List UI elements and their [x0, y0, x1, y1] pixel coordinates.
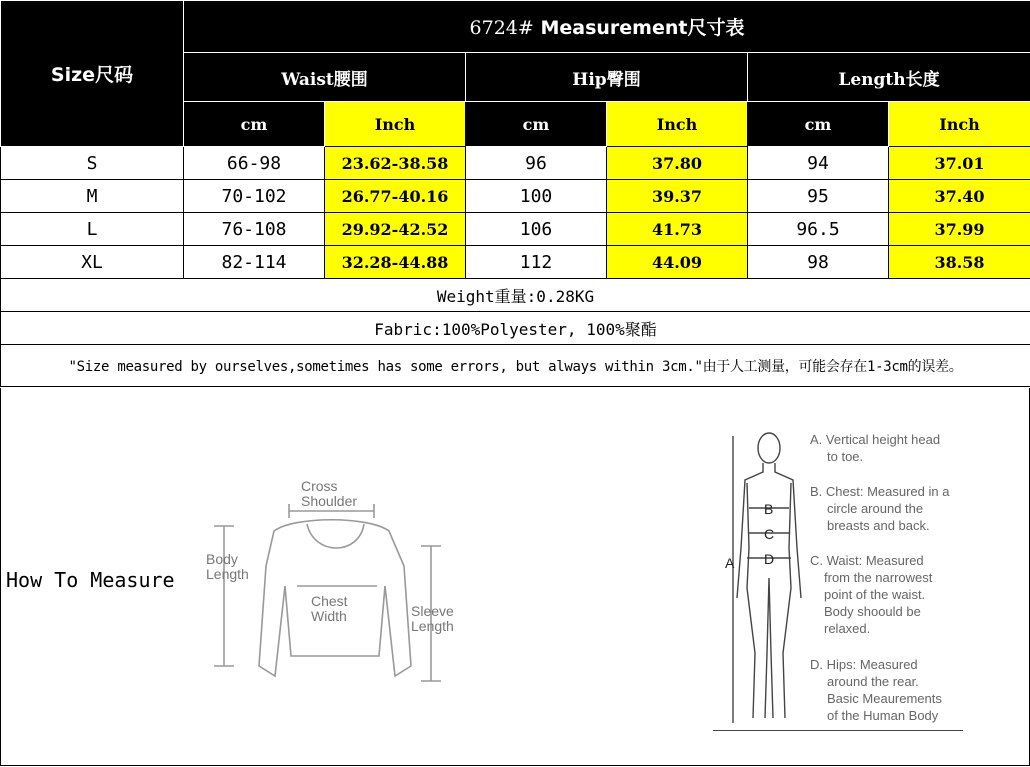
length-cm-cell: 98 — [748, 246, 889, 279]
chest-label-2: Width — [311, 608, 347, 624]
waist-cm-cell: 66-98 — [184, 147, 325, 180]
waist-inch-cell: 26.77-40.16 — [325, 180, 466, 213]
how-to-measure-panel — [0, 388, 1030, 766]
waist-inch-header: Inch — [325, 102, 466, 147]
svg-text:of the Human Body: of the Human Body — [827, 708, 939, 723]
table-row — [1, 213, 1030, 246]
chart-title: 6724# Measurement尺寸表 — [184, 1, 1030, 53]
hip-inch-cell: 37.80 — [607, 147, 748, 180]
size-header: Size尺码 — [1, 1, 184, 147]
sleeve-label-2: Length — [411, 618, 454, 634]
hip-inch-cell: 39.37 — [607, 180, 748, 213]
svg-text:around the rear.: around the rear. — [827, 674, 919, 689]
letter-c: C — [764, 526, 775, 542]
hip-cm-cell: 96 — [466, 147, 607, 180]
waist-cm-cell: 76-108 — [184, 213, 325, 246]
letter-a: A — [725, 555, 735, 571]
weight-row: Weight重量:0.28KG — [1, 279, 1030, 312]
how-to-measure-label: How To Measure — [6, 568, 175, 592]
svg-text:point of the waist.: point of the waist. — [824, 587, 926, 602]
hip-inch-cell: 44.09 — [607, 246, 748, 279]
waist-inch-cell: 29.92-42.52 — [325, 213, 466, 246]
waist-cm-header: cm — [184, 102, 325, 147]
cross-label-1: Cross — [301, 478, 338, 494]
size-cell: S — [1, 147, 184, 180]
length-inch-cell: 37.99 — [889, 213, 1030, 246]
hip-cm-cell: 100 — [466, 180, 607, 213]
length-cm-cell: 96.5 — [748, 213, 889, 246]
cross-label-2: Shoulder — [301, 493, 358, 509]
body-diagram — [719, 428, 819, 728]
svg-text:breasts and back.: breasts and back. — [827, 518, 930, 533]
hip-cm-cell: 106 — [466, 213, 607, 246]
size-cell: XL — [1, 246, 184, 279]
length-cm-cell: 94 — [748, 147, 889, 180]
table-row — [1, 180, 1030, 213]
svg-text:circle around the: circle around the — [827, 501, 924, 516]
svg-text:A. Vertical height head: A. Vertical height head — [810, 432, 941, 447]
size-cell: L — [1, 213, 184, 246]
waist-cm-cell: 82-114 — [184, 246, 325, 279]
table-row — [1, 246, 1030, 279]
length-inch-cell: 37.01 — [889, 147, 1030, 180]
waist-inch-cell: 23.62-38.58 — [325, 147, 466, 180]
svg-text:D. Hips: Measured: D. Hips: Measured — [810, 657, 918, 672]
fabric-row: Fabric:100%Polyester, 100%聚酯 — [1, 312, 1030, 345]
body-notes — [807, 432, 977, 742]
waist-cm-cell: 70-102 — [184, 180, 325, 213]
waist-inch-cell: 32.28-44.88 — [325, 246, 466, 279]
waist-header: Waist腰围 — [184, 53, 466, 102]
hip-header: Hip臀围 — [466, 53, 748, 102]
body-label-1: Body — [206, 551, 238, 567]
size-cell: M — [1, 180, 184, 213]
length-cm-cell: 95 — [748, 180, 889, 213]
svg-text:C. Waist: Measured: C. Waist: Measured — [810, 553, 924, 568]
measurement-note: "Size measured by ourselves,sometimes has some errors, but always within 3cm."由于人工测量，可能会存在1-3cm的误差。 — [1, 345, 1030, 387]
hip-inch-header: Inch — [607, 102, 748, 147]
svg-text:B. Chest: Measured in a: B. Chest: Measured in a — [810, 484, 950, 499]
svg-text:from the narrowest: from the narrowest — [824, 570, 933, 585]
svg-text:to toe.: to toe. — [827, 449, 864, 464]
hip-cm-header: cm — [466, 102, 607, 147]
garment-diagram — [199, 476, 479, 696]
length-cm-header: cm — [748, 102, 889, 147]
length-header: Length长度 — [748, 53, 1030, 102]
svg-text:Basic Meaurements: Basic Meaurements — [827, 691, 942, 706]
letter-b: B — [764, 501, 774, 517]
sleeve-label-1: Sleeve — [411, 603, 454, 619]
length-inch-cell: 37.40 — [889, 180, 1030, 213]
body-label-2: Length — [206, 566, 249, 582]
letter-d: D — [764, 551, 775, 567]
length-inch-cell: 38.58 — [889, 246, 1030, 279]
svg-text:relaxed.: relaxed. — [824, 621, 871, 636]
length-inch-header: Inch — [889, 102, 1030, 147]
svg-text:Body shoould be: Body shoould be — [824, 604, 921, 619]
chest-label-1: Chest — [311, 593, 348, 609]
hip-cm-cell: 112 — [466, 246, 607, 279]
table-row — [1, 147, 1030, 180]
hip-inch-cell: 41.73 — [607, 213, 748, 246]
